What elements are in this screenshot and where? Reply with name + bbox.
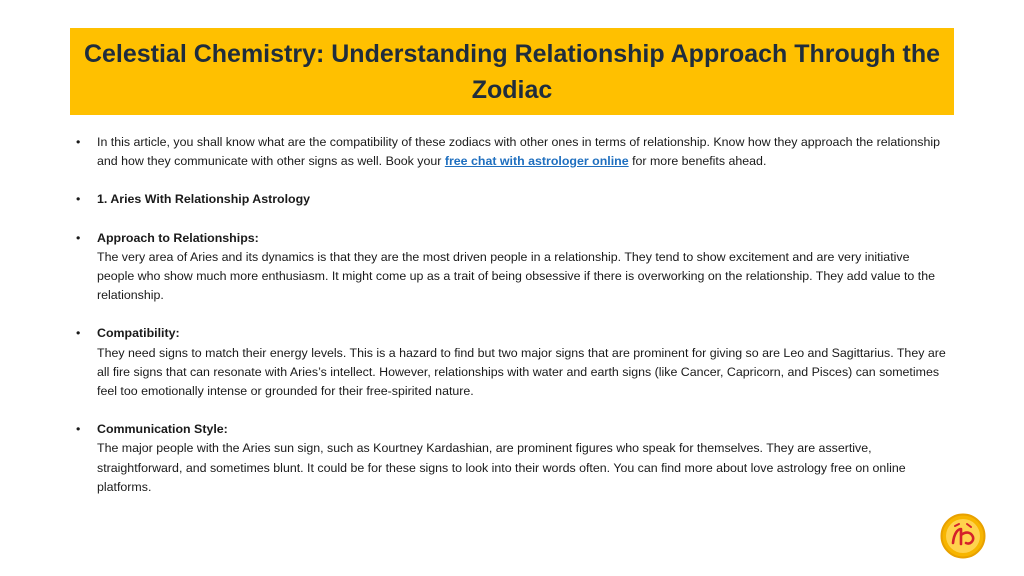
- slide-content: [76, 133, 948, 516]
- intro-text-after: for more benefits ahead.: [628, 154, 767, 169]
- free-chat-link[interactable]: free chat with astrologer online: [444, 154, 629, 169]
- list-item-section-heading: [76, 190, 948, 209]
- title-banner: [70, 28, 954, 115]
- bullet: •: [76, 326, 81, 341]
- list-item-approach: [76, 229, 948, 306]
- approach-heading: Approach to Relationships:: [97, 230, 259, 245]
- compatibility-heading: Compatibility:: [97, 326, 180, 341]
- communication-body: The major people with the Aries sun sign, such as Kourtney Kardashian, are prominent figures who speak for themselves. They are assertive, straightforward, and sometimes blunt. It could be for these signs to look into their words often. You can find more about love astrology free on online platforms.: [97, 441, 906, 494]
- compatibility-body: They need signs to match their energy levels. This is a hazard to find but two major signs that are prominent for giving so are Leo and Sagittarius. They are all fire signs that can resonate with Aries’s intellect. However, relationships with water and earth signs (like Cancer, Capricorn, and Pisces) can sometimes feel too emotionally intense or grounded for their free-spirited nature.: [97, 345, 946, 399]
- communication-heading: Communication Style:: [97, 422, 228, 437]
- astrology-logo-icon: [940, 513, 986, 559]
- list-item-intro: [76, 133, 948, 171]
- bullet: •: [76, 422, 81, 437]
- bullet: •: [76, 192, 81, 207]
- section-heading: 1. Aries With Relationship Astrology: [97, 192, 311, 207]
- list-item-communication: [76, 420, 948, 497]
- bullet: •: [76, 230, 81, 245]
- intro-text-before: In this article, you shall know what are the compatibility of these zodiacs with other ones in terms of relationship. Know how they approach the relationship and how they communicate with other signs as well. Book your: [97, 135, 941, 169]
- page-title: Celestial Chemistry: Understanding Relationship Approach Through the Zodiac: [83, 39, 941, 104]
- approach-body: The very area of Aries and its dynamics is that they are the most driven people in a relationship. They tend to show excitement and are very initiative people who show much more enthusiasm. It might come up as a trait of being obsessive if there is overworking on the relationship. They add value to the relationship.: [97, 249, 935, 303]
- list-item-compatibility: [76, 324, 948, 401]
- bullet: •: [76, 135, 81, 149]
